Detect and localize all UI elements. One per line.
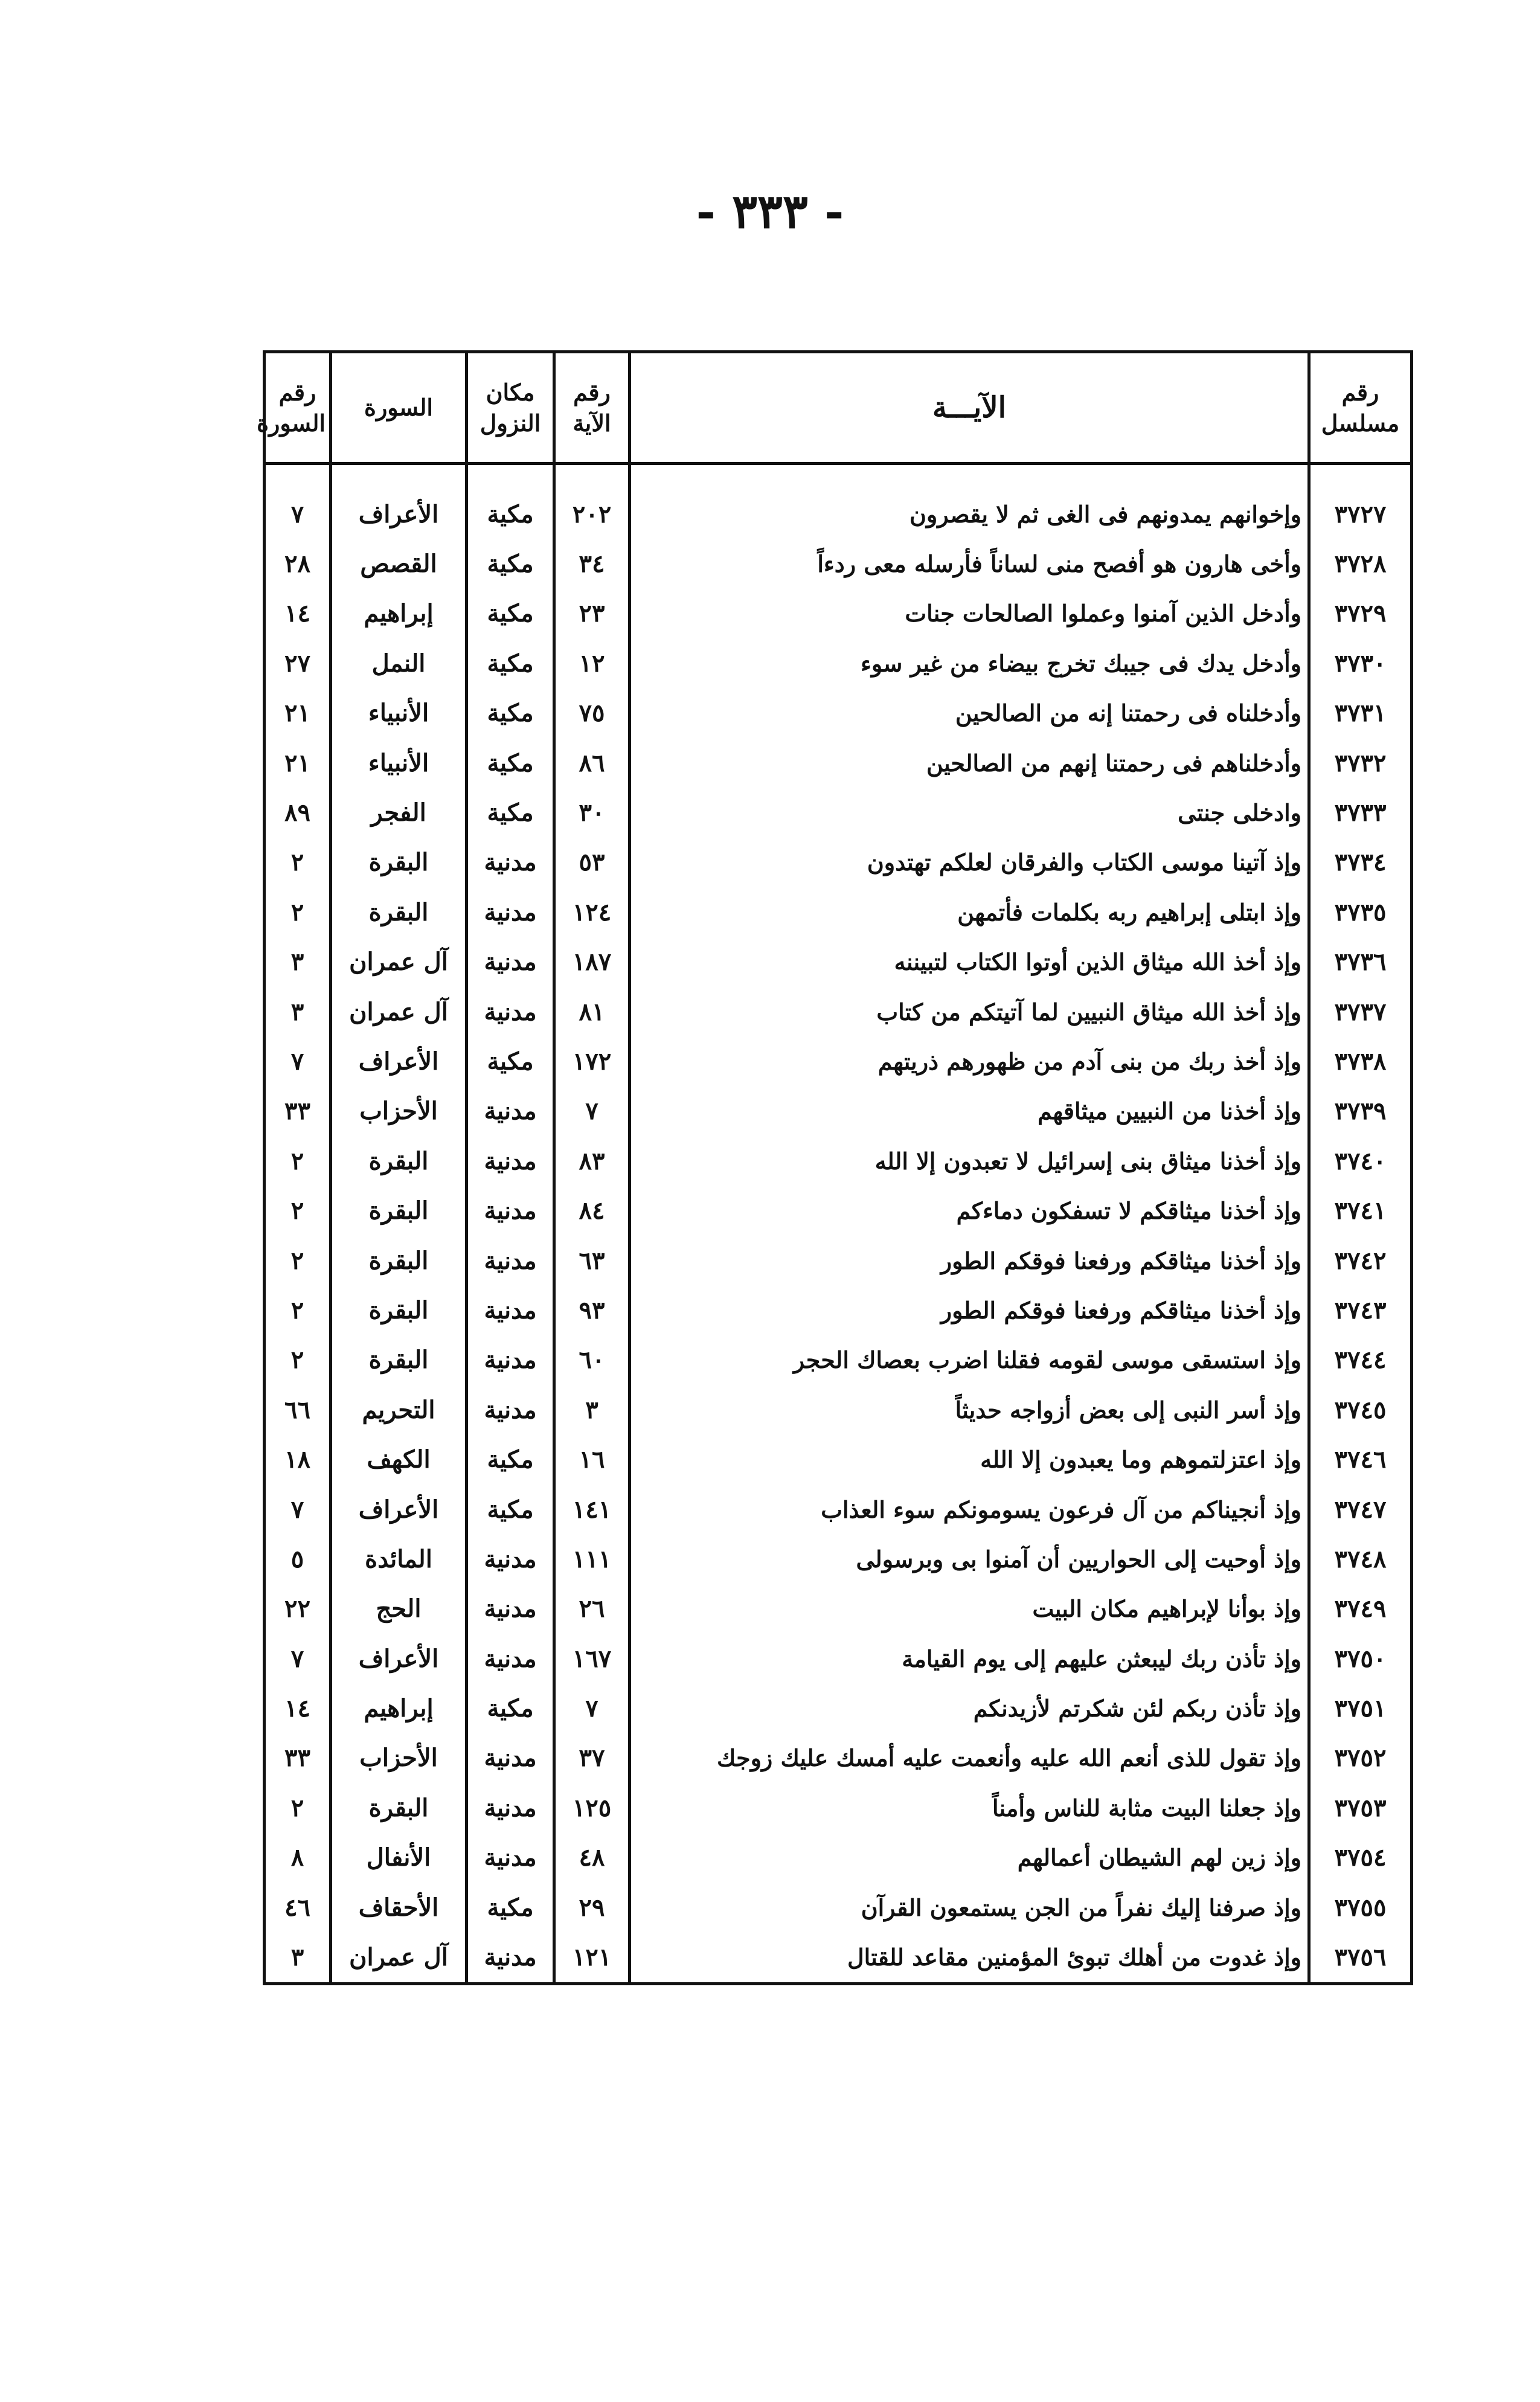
revelation-place-cell: مدنية [467, 1136, 554, 1186]
surah-name-cell: البقرة [331, 1783, 467, 1832]
header-serial: رقم مسلسل [1309, 352, 1412, 464]
verse-text-cell: وإذ جعلنا البيت مثابة للناس وأمناً [630, 1783, 1309, 1832]
revelation-place-cell: مدنية [467, 887, 554, 937]
verse-text-cell: وإذ زين لهم الشيطان أعمالهم [630, 1833, 1309, 1883]
surah-name-cell: الأحزاب [331, 1733, 467, 1783]
serial-number-cell: ٣٧٥٣ [1309, 1783, 1412, 1832]
surah-name-cell: الأعراف [331, 489, 467, 539]
revelation-place-cell: مدنية [467, 1236, 554, 1285]
serial-number-cell: ٣٧٣١ [1309, 689, 1412, 738]
verse-text-cell: وإذ أخذنا ميثاقكم لا تسفكون دماءكم [630, 1186, 1309, 1235]
table-row [265, 1683, 1412, 1733]
verse-text-cell: وادخلى جنتى [630, 788, 1309, 837]
surah-name-cell: البقرة [331, 838, 467, 887]
serial-number-cell: ٣٧٥٢ [1309, 1733, 1412, 1783]
serial-number-cell: ٣٧٥١ [1309, 1683, 1412, 1733]
revelation-place-cell: مكية [467, 689, 554, 738]
serial-number-cell: ٣٧٤١ [1309, 1186, 1412, 1235]
ayah-number-cell: ٤٨ [554, 1833, 630, 1883]
ayah-number-cell: ١٢١ [554, 1932, 630, 1983]
ayah-number-cell: ٨١ [554, 987, 630, 1036]
surah-number-cell: ٨ [265, 1833, 331, 1883]
surah-number-cell: ١٤ [265, 589, 331, 638]
table-row [265, 838, 1412, 887]
header-verse: الآيـــة [630, 352, 1309, 464]
serial-number-cell: ٣٧٤٩ [1309, 1584, 1412, 1634]
revelation-place-cell: مكية [467, 1434, 554, 1484]
table-row [265, 489, 1412, 539]
surah-number-cell: ٢ [265, 1186, 331, 1235]
table-row [265, 1783, 1412, 1832]
table-header-row [265, 352, 1412, 464]
page-number: - ٣٣٣ - [696, 184, 844, 239]
surah-number-cell: ٧ [265, 1485, 331, 1534]
surah-name-cell: الأنبياء [331, 738, 467, 788]
surah-name-cell: آل عمران [331, 987, 467, 1036]
revelation-place-cell: مدنية [467, 987, 554, 1036]
ayah-number-cell: ٩٣ [554, 1285, 630, 1335]
surah-number-cell: ٢ [265, 1783, 331, 1832]
ayah-number-cell: ٧ [554, 1683, 630, 1733]
revelation-place-cell: مدنية [467, 1833, 554, 1883]
verse-index-table [257, 350, 1413, 1985]
surah-name-cell: إبراهيم [331, 1683, 467, 1733]
surah-number-cell: ٣ [265, 937, 331, 987]
surah-number-cell: ٢ [265, 1136, 331, 1186]
surah-number-cell: ٢٢ [265, 1584, 331, 1634]
surah-name-cell: الأعراف [331, 1634, 467, 1683]
surah-number-cell: ٢ [265, 1236, 331, 1285]
verse-text-cell: وإذ اعتزلتموهم وما يعبدون إلا الله [630, 1434, 1309, 1484]
revelation-place-cell: مكية [467, 738, 554, 788]
surah-name-cell: آل عمران [331, 1932, 467, 1983]
surah-name-cell: الأحقاف [331, 1883, 467, 1932]
table-row [265, 887, 1412, 937]
verse-text-cell: وإخوانهم يمدونهم فى الغى ثم لا يقصرون [630, 489, 1309, 539]
table-row [265, 1186, 1412, 1235]
ayah-number-cell: ١٢٤ [554, 887, 630, 937]
table-row [265, 1087, 1412, 1136]
header-surah-number: رقم السورة [265, 352, 331, 464]
ayah-number-cell: ٢٦ [554, 1584, 630, 1634]
ayah-number-cell: ١٤١ [554, 1485, 630, 1534]
table-row [265, 1534, 1412, 1584]
surah-number-cell: ٨٩ [265, 788, 331, 837]
header-revelation-place: مكان النزول [467, 352, 554, 464]
serial-number-cell: ٣٧٣٦ [1309, 937, 1412, 987]
surah-name-cell: الأعراف [331, 1485, 467, 1534]
revelation-place-cell: مدنية [467, 1733, 554, 1783]
table-row [265, 1385, 1412, 1434]
revelation-place-cell: مدنية [467, 1783, 554, 1832]
ayah-number-cell: ١٢٥ [554, 1783, 630, 1832]
verse-text-cell: وإذ أخذنا ميثاق بنى إسرائيل لا تعبدون إلا الله [630, 1136, 1309, 1186]
revelation-place-cell: مدنية [467, 1932, 554, 1983]
verse-text-cell: وإذ تقول للذى أنعم الله عليه وأنعمت عليه أمسك عليك زوجك [630, 1733, 1309, 1783]
table-row [265, 1833, 1412, 1883]
serial-number-cell: ٣٧٤٥ [1309, 1385, 1412, 1434]
surah-name-cell: المائدة [331, 1534, 467, 1584]
table-row [265, 788, 1412, 837]
surah-number-cell: ٦٦ [265, 1385, 331, 1434]
surah-name-cell: آل عمران [331, 937, 467, 987]
serial-number-cell: ٣٧٣٠ [1309, 638, 1412, 688]
serial-number-cell: ٣٧٤٧ [1309, 1485, 1412, 1534]
verse-text-cell: وإذ بوأنا لإبراهيم مكان البيت [630, 1584, 1309, 1634]
serial-number-cell: ٣٧٣٨ [1309, 1036, 1412, 1086]
ayah-number-cell: ٣ [554, 1385, 630, 1434]
verse-text-cell: وإذ استسقى موسى لقومه فقلنا اضرب بعصاك الحجر [630, 1335, 1309, 1385]
header-surah: السورة [331, 352, 467, 464]
surah-name-cell: القصص [331, 539, 467, 588]
serial-number-cell: ٣٧٥٥ [1309, 1883, 1412, 1932]
ayah-number-cell: ٣٤ [554, 539, 630, 588]
surah-name-cell: الفجر [331, 788, 467, 837]
revelation-place-cell: مكية [467, 589, 554, 638]
serial-number-cell: ٣٧٥٤ [1309, 1833, 1412, 1883]
ayah-number-cell: ١٧٢ [554, 1036, 630, 1086]
surah-name-cell: النمل [331, 638, 467, 688]
ayah-number-cell: ١٦ [554, 1434, 630, 1484]
surah-name-cell: البقرة [331, 1236, 467, 1285]
surah-number-cell: ١٤ [265, 1683, 331, 1733]
ayah-number-cell: ٢٠٢ [554, 489, 630, 539]
table-row [265, 1036, 1412, 1086]
ayah-number-cell: ٦٣ [554, 1236, 630, 1285]
revelation-place-cell: مكية [467, 489, 554, 539]
surah-number-cell: ٢٨ [265, 539, 331, 588]
table-row [265, 1584, 1412, 1634]
surah-number-cell: ٢١ [265, 738, 331, 788]
table-row [265, 689, 1412, 738]
ayah-number-cell: ٧ [554, 1087, 630, 1136]
table-row [265, 1136, 1412, 1186]
surah-name-cell: البقرة [331, 1136, 467, 1186]
revelation-place-cell: مدنية [467, 1186, 554, 1235]
ayah-number-cell: ٢٣ [554, 589, 630, 638]
revelation-place-cell: مدنية [467, 1285, 554, 1335]
header-ayah-number: رقم الآية [554, 352, 630, 464]
table-row [265, 1733, 1412, 1783]
serial-number-cell: ٣٧٤٤ [1309, 1335, 1412, 1385]
table-row [265, 1434, 1412, 1484]
ayah-number-cell: ٨٣ [554, 1136, 630, 1186]
verse-text-cell: وإذ ابتلى إبراهيم ربه بكلمات فأتمهن [630, 887, 1309, 937]
surah-name-cell: الأحزاب [331, 1087, 467, 1136]
surah-number-cell: ٧ [265, 489, 331, 539]
surah-name-cell: الأنبياء [331, 689, 467, 738]
serial-number-cell: ٣٧٢٧ [1309, 489, 1412, 539]
surah-name-cell: الأعراف [331, 1036, 467, 1086]
table-row [265, 1236, 1412, 1285]
table-row [265, 1485, 1412, 1534]
revelation-place-cell: مكية [467, 539, 554, 588]
surah-number-cell: ٣٣ [265, 1733, 331, 1783]
surah-number-cell: ٧ [265, 1036, 331, 1086]
verse-text-cell: وإذ أخذنا ميثاقكم ورفعنا فوقكم الطور [630, 1236, 1309, 1285]
surah-name-cell: إبراهيم [331, 589, 467, 638]
serial-number-cell: ٣٧٣٧ [1309, 987, 1412, 1036]
surah-number-cell: ٣ [265, 987, 331, 1036]
verse-text-cell: وإذ أخذ الله ميثاق النبيين لما آتيتكم من كتاب [630, 987, 1309, 1036]
serial-number-cell: ٣٧٤٦ [1309, 1434, 1412, 1484]
revelation-place-cell: مدنية [467, 1087, 554, 1136]
surah-number-cell: ٢ [265, 838, 331, 887]
verse-text-cell: وإذ تأذن ربك ليبعثن عليهم إلى يوم القيامة [630, 1634, 1309, 1683]
revelation-place-cell: مدنية [467, 1634, 554, 1683]
surah-name-cell: البقرة [331, 1285, 467, 1335]
revelation-place-cell: مدنية [467, 1584, 554, 1634]
table-row [265, 1883, 1412, 1932]
surah-number-cell: ٢١ [265, 689, 331, 738]
surah-number-cell: ٣٣ [265, 1087, 331, 1136]
verse-text-cell: وإذ غدوت من أهلك تبوئ المؤمنين مقاعد للقتال [630, 1932, 1309, 1983]
surah-number-cell: ٧ [265, 1634, 331, 1683]
ayah-number-cell: ١٦٧ [554, 1634, 630, 1683]
ayah-number-cell: ٨٦ [554, 738, 630, 788]
serial-number-cell: ٣٧٤٣ [1309, 1285, 1412, 1335]
table-body [265, 464, 1412, 1984]
verse-text-cell: وأدخلناه فى رحمتنا إنه من الصالحين [630, 689, 1309, 738]
surah-number-cell: ٣ [265, 1932, 331, 1983]
revelation-place-cell: مكية [467, 1485, 554, 1534]
verse-text-cell: وأخى هارون هو أفصح منى لساناً فأرسله معى ردءاً [630, 539, 1309, 588]
surah-name-cell: البقرة [331, 1335, 467, 1385]
surah-number-cell: ٥ [265, 1534, 331, 1584]
surah-name-cell: البقرة [331, 1186, 467, 1235]
revelation-place-cell: مدنية [467, 1385, 554, 1434]
table-row [265, 738, 1412, 788]
verse-text-cell: وإذ أخذنا من النبيين ميثاقهم [630, 1087, 1309, 1136]
revelation-place-cell: مكية [467, 1036, 554, 1086]
table-row [265, 638, 1412, 688]
surah-name-cell: البقرة [331, 887, 467, 937]
revelation-place-cell: مدنية [467, 1534, 554, 1584]
serial-number-cell: ٣٧٣٥ [1309, 887, 1412, 937]
ayah-number-cell: ٨٤ [554, 1186, 630, 1235]
verse-text-cell: وإذ آتينا موسى الكتاب والفرقان لعلكم تهتدون [630, 838, 1309, 887]
revelation-place-cell: مكية [467, 638, 554, 688]
table-row [265, 539, 1412, 588]
header-spacer-row [265, 464, 1412, 490]
verse-text-cell: وإذ أخذ الله ميثاق الذين أوتوا الكتاب لتبيننه [630, 937, 1309, 987]
revelation-place-cell: مكية [467, 788, 554, 837]
ayah-number-cell: ٥٣ [554, 838, 630, 887]
serial-number-cell: ٣٧٤٨ [1309, 1534, 1412, 1584]
ayah-number-cell: ١٨٧ [554, 937, 630, 987]
serial-number-cell: ٣٧٣٤ [1309, 838, 1412, 887]
revelation-place-cell: مدنية [467, 838, 554, 887]
surah-number-cell: ٤٦ [265, 1883, 331, 1932]
revelation-place-cell: مكية [467, 1883, 554, 1932]
serial-number-cell: ٣٧٤٠ [1309, 1136, 1412, 1186]
surah-number-cell: ٢ [265, 1335, 331, 1385]
revelation-place-cell: مدنية [467, 937, 554, 987]
verse-index-table-container [257, 350, 1410, 1985]
serial-number-cell: ٣٧٢٩ [1309, 589, 1412, 638]
surah-number-cell: ٢ [265, 887, 331, 937]
table-row [265, 1932, 1412, 1983]
ayah-number-cell: ٣٠ [554, 788, 630, 837]
ayah-number-cell: ١١١ [554, 1534, 630, 1584]
surah-name-cell: الحج [331, 1584, 467, 1634]
serial-number-cell: ٣٧٢٨ [1309, 539, 1412, 588]
table-row [265, 1335, 1412, 1385]
surah-name-cell: التحريم [331, 1385, 467, 1434]
ayah-number-cell: ١٢ [554, 638, 630, 688]
table-row [265, 1634, 1412, 1683]
revelation-place-cell: مكية [467, 1683, 554, 1733]
serial-number-cell: ٣٧٣٢ [1309, 738, 1412, 788]
verse-text-cell: وأدخلناهم فى رحمتنا إنهم من الصالحين [630, 738, 1309, 788]
surah-number-cell: ٢ [265, 1285, 331, 1335]
ayah-number-cell: ٣٧ [554, 1733, 630, 1783]
table-row [265, 937, 1412, 987]
serial-number-cell: ٣٧٤٢ [1309, 1236, 1412, 1285]
surah-number-cell: ٢٧ [265, 638, 331, 688]
surah-name-cell: الأنفال [331, 1833, 467, 1883]
serial-number-cell: ٣٧٥٠ [1309, 1634, 1412, 1683]
table-row [265, 987, 1412, 1036]
verse-text-cell: وإذ أسر النبى إلى بعض أزواجه حديثاً [630, 1385, 1309, 1434]
verse-text-cell: وإذ أخذ ربك من بنى آدم من ظهورهم ذريتهم [630, 1036, 1309, 1086]
serial-number-cell: ٣٧٣٩ [1309, 1087, 1412, 1136]
table-row [265, 1285, 1412, 1335]
verse-text-cell: وإذ أنجيناكم من آل فرعون يسومونكم سوء العذاب [630, 1485, 1309, 1534]
verse-text-cell: وأدخل يدك فى جيبك تخرج بيضاء من غير سوء [630, 638, 1309, 688]
surah-number-cell: ١٨ [265, 1434, 331, 1484]
ayah-number-cell: ٦٠ [554, 1335, 630, 1385]
serial-number-cell: ٣٧٣٣ [1309, 788, 1412, 837]
verse-text-cell: وأدخل الذين آمنوا وعملوا الصالحات جنات [630, 589, 1309, 638]
verse-text-cell: وإذ تأذن ربكم لئن شكرتم لأزيدنكم [630, 1683, 1309, 1733]
revelation-place-cell: مدنية [467, 1335, 554, 1385]
surah-name-cell: الكهف [331, 1434, 467, 1484]
verse-text-cell: وإذ أوحيت إلى الحواريين أن آمنوا بى وبرسولى [630, 1534, 1309, 1584]
verse-text-cell: وإذ صرفنا إليك نفراً من الجن يستمعون القرآن [630, 1883, 1309, 1932]
ayah-number-cell: ٧٥ [554, 689, 630, 738]
verse-text-cell: وإذ أخذنا ميثاقكم ورفعنا فوقكم الطور [630, 1285, 1309, 1335]
serial-number-cell: ٣٧٥٦ [1309, 1932, 1412, 1983]
ayah-number-cell: ٢٩ [554, 1883, 630, 1932]
table-row [265, 589, 1412, 638]
